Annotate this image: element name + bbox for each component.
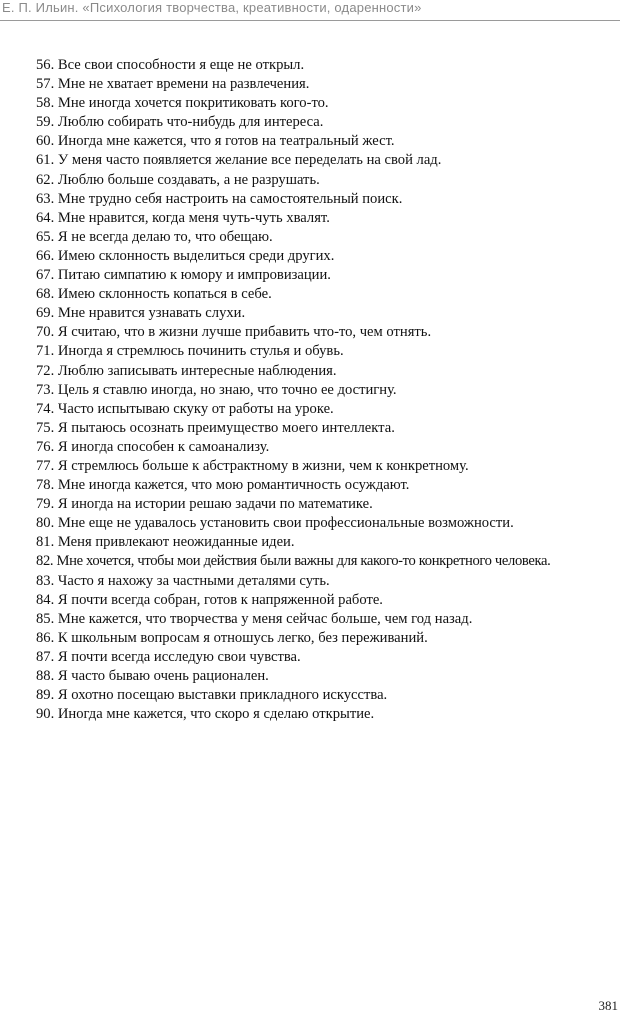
list-item: 73. Цель я ставлю иногда, но знаю, что точно ее достигну. bbox=[36, 381, 397, 398]
list-item: 66. Имею склонность выделиться среди других. bbox=[36, 247, 335, 264]
list-item: 90. Иногда мне кажется, что скоро я сделаю открытие. bbox=[36, 706, 375, 723]
list-item: 68. Имею склонность копаться в себе. bbox=[36, 286, 272, 303]
questionnaire-list bbox=[36, 56, 620, 724]
list-item: 76. Я иногда способен к самоанализу. bbox=[36, 438, 270, 455]
list-item: 62. Люблю больше создавать, а не разрушать. bbox=[36, 171, 320, 188]
list-item: 86. К школьным вопросам я отношусь легко, без переживаний. bbox=[36, 629, 428, 646]
list-item: 60. Иногда мне кажется, что я готов на театральный жест. bbox=[36, 133, 395, 150]
list-item: 78. Мне иногда кажется, что мою романтичность осуждают. bbox=[36, 477, 410, 494]
list-item: 63. Мне трудно себя настроить на самостоятельный поиск. bbox=[36, 190, 403, 207]
list-item: 59. Люблю собирать что-нибудь для интереса. bbox=[36, 114, 324, 131]
list-item: 56. Все свои способности я еще не открыл. bbox=[36, 57, 305, 73]
list-item: 81. Меня привлекают неожиданные идеи. bbox=[36, 534, 295, 551]
list-item: 61. У меня часто появляется желание все переделать на свой лад. bbox=[36, 152, 442, 169]
header-rule bbox=[0, 20, 620, 21]
list-item: 89. Я охотно посещаю выставки прикладного искусства. bbox=[36, 687, 388, 704]
list-item: 88. Я часто бываю очень рационален. bbox=[36, 668, 269, 684]
list-item: 58. Мне иногда хочется покритиковать кого-то. bbox=[36, 95, 329, 112]
list-item: 64. Мне нравится, когда меня чуть-чуть хвалят. bbox=[36, 209, 330, 226]
list-item: 75. Я пытаюсь осознать преимущество моего интеллекта. bbox=[36, 419, 395, 436]
list-item: 69. Мне нравится узнавать слухи. bbox=[36, 305, 246, 322]
list-item: 71. Иногда я стремлюсь починить стулья и обувь. bbox=[36, 343, 344, 360]
list-item: 57. Мне не хватает времени на развлечения. bbox=[36, 76, 310, 93]
list-item: 83. Часто я нахожу за частными деталями суть. bbox=[36, 572, 330, 589]
list-item: 84. Я почти всегда собран, готов к напряженной работе. bbox=[36, 591, 383, 608]
list-item: 74. Часто испытываю скуку от работы на уроке. bbox=[36, 400, 334, 417]
list-item: 67. Питаю симпатию к юмору и импровизации. bbox=[36, 267, 331, 284]
list-item: 70. Я считаю, что в жизни лучше прибавить что-то, чем отнять. bbox=[36, 324, 432, 341]
list-item: 79. Я иногда на истории решаю задачи по математике. bbox=[36, 496, 373, 513]
list-item: 87. Я почти всегда исследую свои чувства. bbox=[36, 648, 301, 665]
list-item: 85. Мне кажется, что творчества у меня сейчас больше, чем год назад. bbox=[36, 610, 473, 627]
list-item: 77. Я стремлюсь больше к абстрактному в жизни, чем к конкретному. bbox=[36, 457, 469, 474]
page-number: 381 bbox=[598, 998, 618, 1013]
list-item: 65. Я не всегда делаю то, что обещаю. bbox=[36, 228, 273, 245]
list-item: 82. Мне хочется, чтобы мои действия были важны для какого-то конкретного человека. bbox=[36, 553, 551, 570]
list-item: 72. Люблю записывать интересные наблюдения. bbox=[36, 362, 337, 379]
list-item: 80. Мне еще не удавалось установить свои профессиональные возможности. bbox=[36, 515, 514, 532]
running-head: Е. П. Ильин. «Психология творчества, креативности, одаренности» bbox=[2, 0, 422, 15]
